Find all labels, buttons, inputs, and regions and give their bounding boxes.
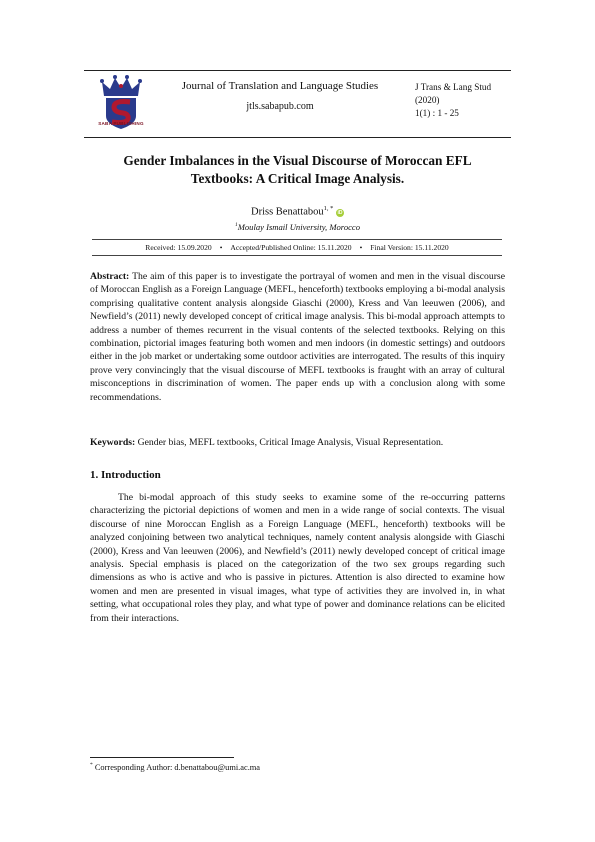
header-top-rule <box>84 70 511 71</box>
final-version-date: Final Version: 15.11.2020 <box>370 243 449 252</box>
author-superscript: 1, * <box>323 205 334 212</box>
affiliation-superscript: 1 <box>234 222 238 229</box>
article-title-line-2: Textbooks: A Critical Image Analysis. <box>190 171 405 186</box>
introduction-paragraph: The bi-modal approach of this study seeks to examine some of the re-occurring patterns characterizing the pictorial depictions of women and men in a wide range of social contexts. The visual discourse of nine Moroccan English as a Foreign Language (MEFL, henceforth) textbooks will be analyzed conjoining between two analytical techniques, namely content analysis alongside with Giaschi (2000), Kress and Van leeuwen (2006), and Newfield’s (2011) newly developed concept of critical image analysis. Special emphasis is placed on the categorization of the two sex groups regarding such dimensions as who is active and who is passive in pictures. Attention is also directed to examine how women and men are presented in visual images, what type of activities they are involved in, in what setting, what occupational roles they play, and what type of power and dominance relations can be elicited from their interactions. <box>90 492 505 624</box>
keywords-text: Gender bias, MEFL textbooks, Critical Image Analysis, Visual Representation. <box>137 437 444 448</box>
article-dates <box>92 239 502 256</box>
footnote-rule <box>90 757 234 758</box>
footnote-text: Corresponding Author: d.benattabou@umi.ac.ma <box>94 762 261 772</box>
journal-site-link[interactable]: jtls.sabapub.com <box>246 101 314 112</box>
crown-icon <box>100 75 142 96</box>
abstract-label: Abstract: <box>90 271 130 282</box>
keywords <box>90 436 505 449</box>
section-heading-introduction: 1. Introduction <box>90 469 161 481</box>
citation-volume-pages: 1(1) : 1 - 25 <box>415 108 459 118</box>
publisher-logo-text: SABA PUBLISHING <box>98 121 144 126</box>
accepted-date: Accepted/Published Online: 15.11.2020 <box>230 243 352 252</box>
author-line <box>90 205 505 218</box>
bullet-separator: • <box>359 243 363 252</box>
orcid-icon[interactable]: iD <box>337 209 343 216</box>
footnote <box>90 762 260 772</box>
author-name: Driss Benattabou <box>251 206 324 218</box>
affiliation-text: Moulay Ismail University, Morocco <box>237 222 361 232</box>
abstract <box>90 270 505 404</box>
affiliation <box>90 222 505 232</box>
abstract-text: The aim of this paper is to investigate the portrayal of women and men in the visual discourse of Moroccan English as a Foreign Language (MEFL, henceforth) textbooks employing a bi-modal analysis comprising qualitative content analysis alongside Giaschi (2000), Kress and Van leeuwen (2006), and Newfield’s (2011) newly developed concept of critical image analysis. This bi-modal approach attempts to address a number of themes recurrent in the visual contents of the selected textbooks. Relying on this combination, pictorial images featuring both women and men indoors (in domestic settings) and outdoors either in the job market or undertaking some outdoor activities are interrogated. The results of this inquiry prove very convincingly that the visual discourse of MEFL textbooks is fraught with an array of cultural misconceptions in discrimination of women. The paper ends up with a conclusion along with some recommendations. <box>90 271 505 403</box>
footnote-marker: * <box>90 762 93 768</box>
citation-journal-abbrev: J Trans & Lang Stud <box>415 82 492 92</box>
bullet-separator: • <box>219 243 223 252</box>
received-date: Received: 15.09.2020 <box>145 243 212 252</box>
citation-year: (2020) <box>415 95 440 105</box>
header-bottom-rule <box>84 137 511 138</box>
article-title <box>90 152 505 188</box>
keywords-label: Keywords: <box>90 437 136 448</box>
journal-name: Journal of Translation and Language Studies <box>181 80 379 92</box>
article-title-line-1: Gender Imbalances in the Visual Discourse of Moroccan EFL <box>123 153 472 168</box>
citation-info <box>415 81 491 120</box>
